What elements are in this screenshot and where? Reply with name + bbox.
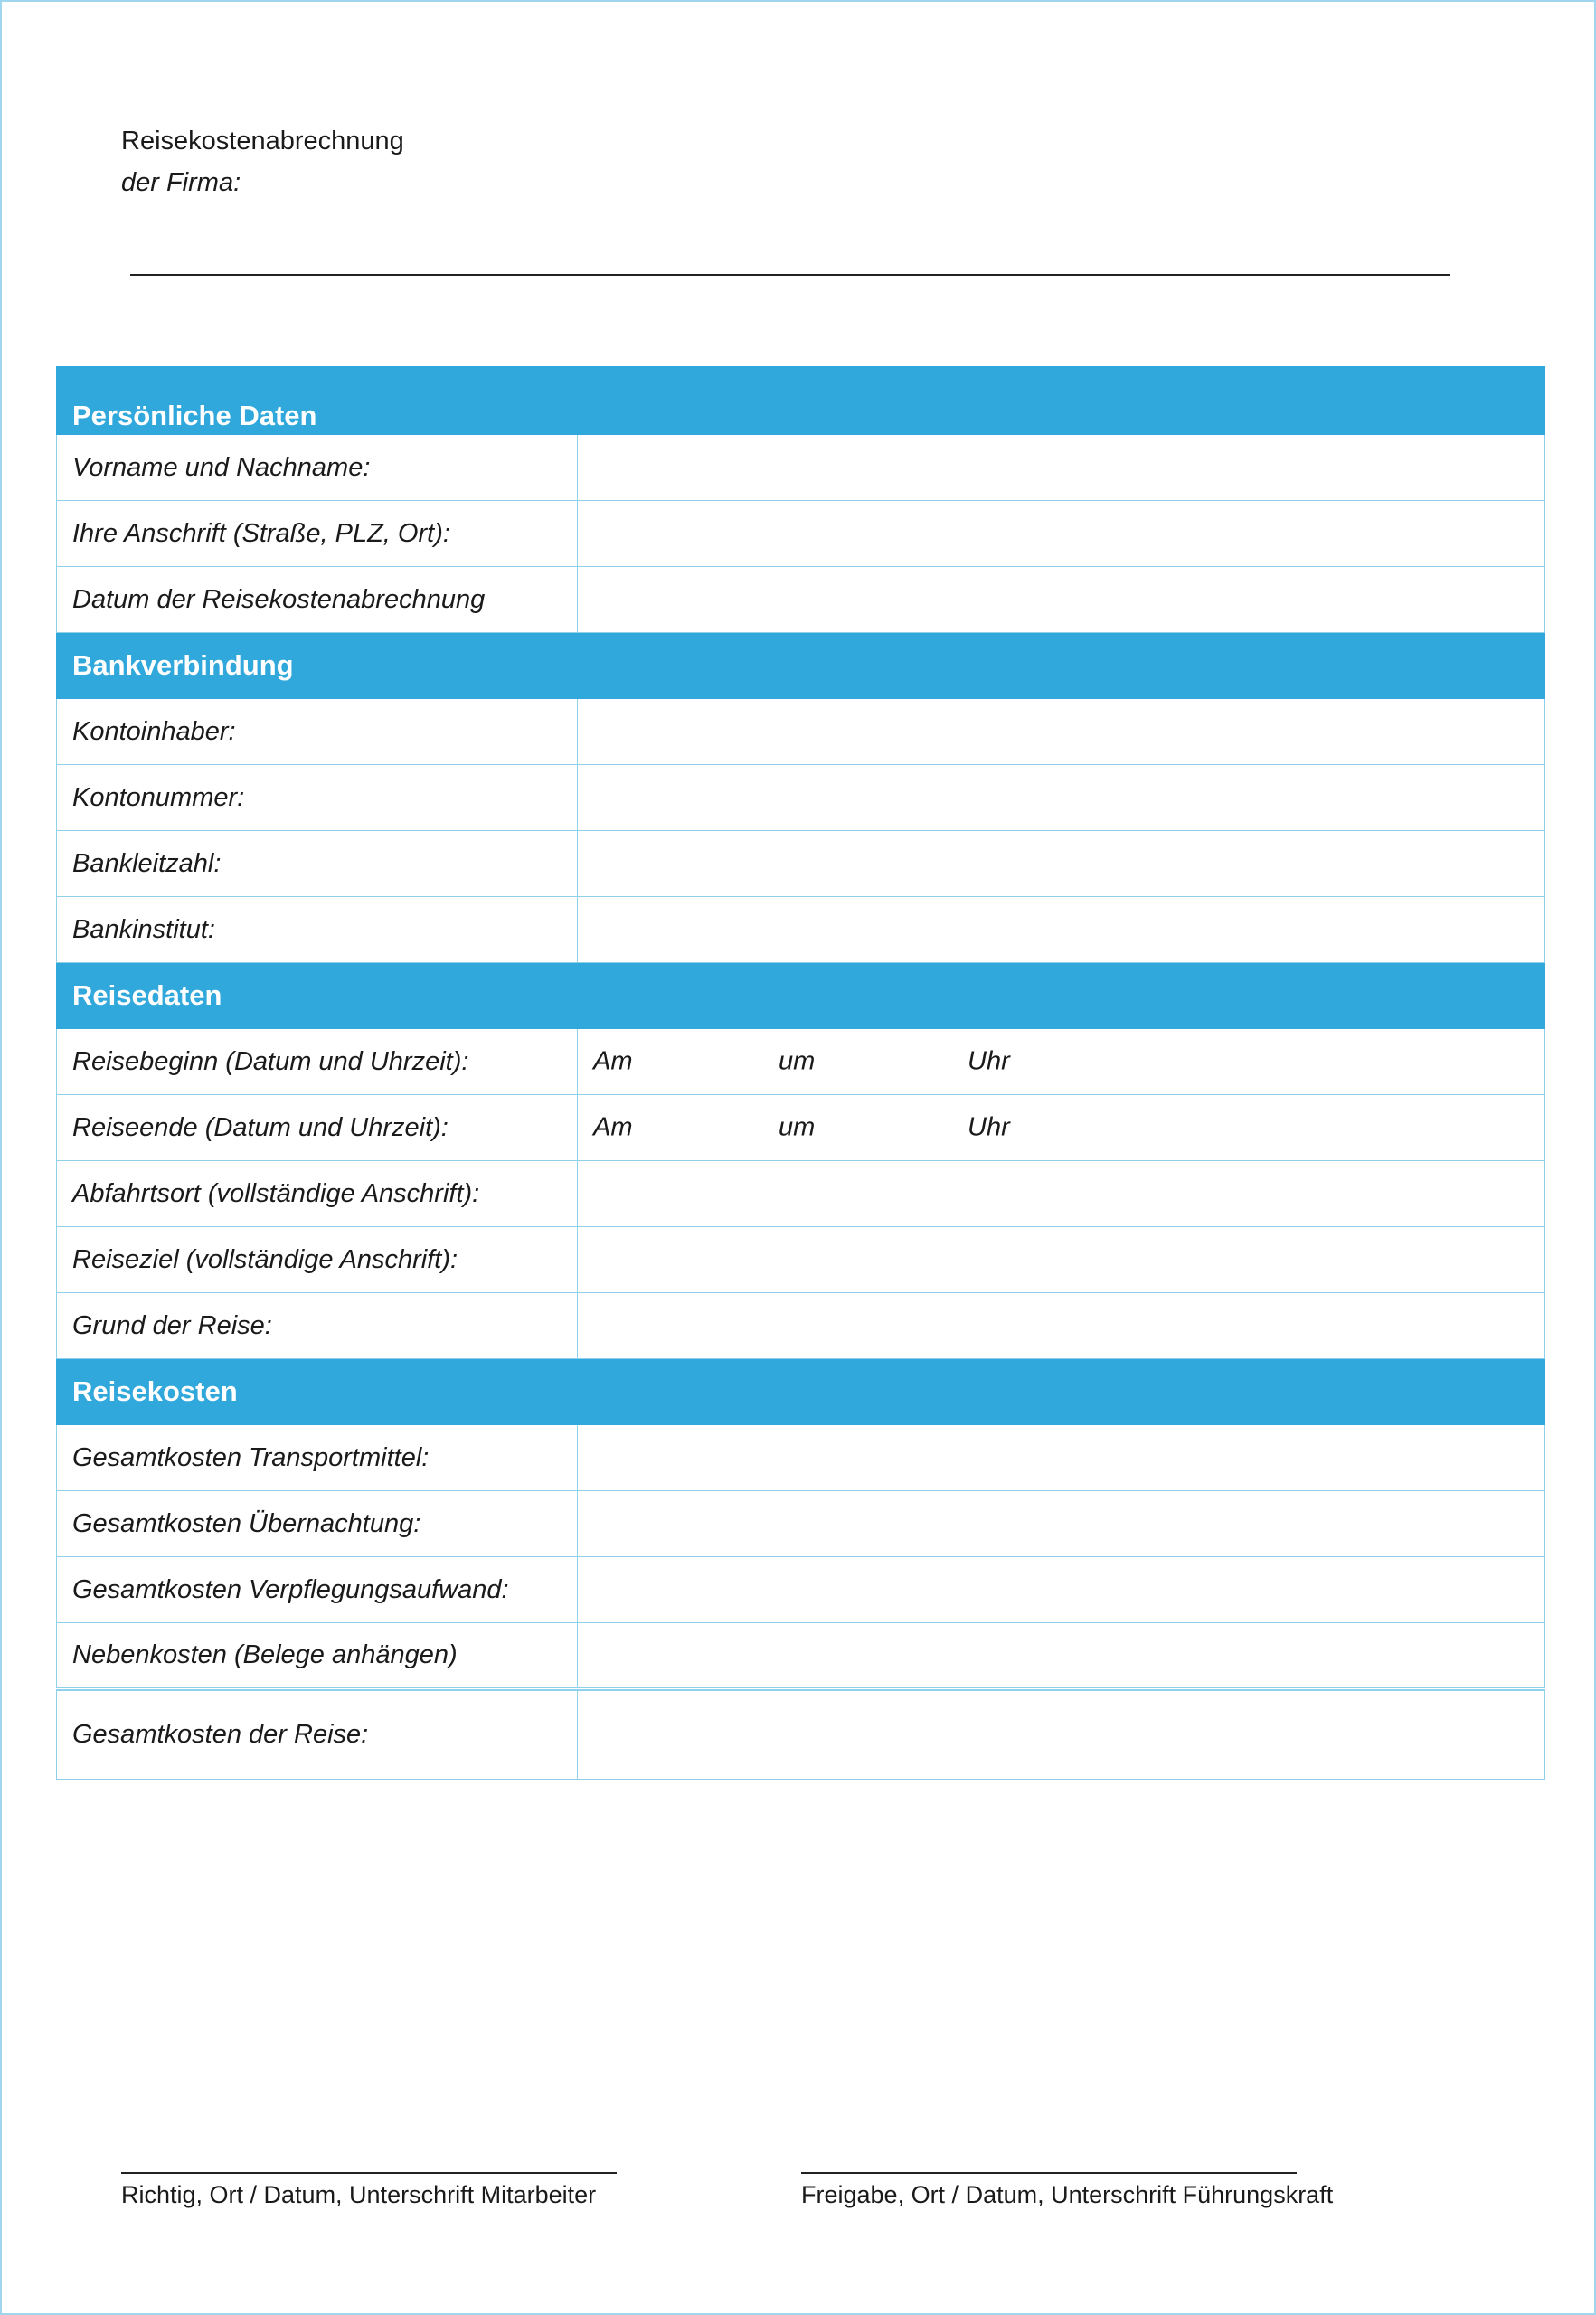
field-label-account-holder: Kontoinhaber: — [57, 699, 578, 765]
field-value-account-holder[interactable] — [578, 699, 1545, 765]
form-row — [57, 897, 1545, 963]
form-row — [57, 1491, 1545, 1557]
form-row — [57, 1029, 1545, 1095]
field-value-address[interactable] — [578, 501, 1545, 567]
field-label-account-number: Kontonummer: — [57, 765, 578, 831]
field-label-name: Vorname und Nachname: — [57, 435, 578, 501]
time-prefix: um — [779, 1046, 816, 1076]
time-suffix: Uhr — [968, 1112, 1010, 1142]
field-value-bank-name[interactable] — [578, 897, 1545, 963]
manager-signature-label: Freigabe, Ort / Datum, Unterschrift Führungskraft — [801, 2181, 1334, 2208]
section-header-costs — [57, 1359, 1545, 1425]
field-label-transport-costs: Gesamtkosten Transportmittel: — [57, 1425, 578, 1491]
date-prefix: Am — [593, 1112, 633, 1142]
field-value-incidental-costs[interactable] — [578, 1623, 1545, 1689]
section-header-personal — [57, 367, 1545, 435]
field-label-address: Ihre Anschrift (Straße, PLZ, Ort): — [57, 501, 578, 567]
field-label-meal-costs: Gesamtkosten Verpflegungsaufwand: — [57, 1557, 578, 1623]
form-row — [57, 1161, 1545, 1227]
field-label-trip-end: Reiseende (Datum und Uhrzeit): — [57, 1095, 578, 1161]
form-row — [57, 435, 1545, 501]
field-value-transport-costs[interactable] — [578, 1425, 1545, 1491]
form-row — [57, 699, 1545, 765]
form-row — [57, 1095, 1545, 1161]
form-row — [57, 1425, 1545, 1491]
total-row — [57, 1689, 1545, 1780]
form-row — [57, 567, 1545, 633]
section-header-bank — [57, 633, 1545, 699]
field-value-total-costs[interactable] — [578, 1689, 1545, 1780]
form-row — [57, 1227, 1545, 1293]
section-title: Persönliche Daten — [57, 367, 1545, 435]
time-prefix: um — [779, 1112, 816, 1142]
field-label-bank-code: Bankleitzahl: — [57, 831, 578, 897]
field-value-destination[interactable] — [578, 1227, 1545, 1293]
document-title: Reisekostenabrechnung — [121, 127, 404, 156]
form-row — [57, 1557, 1545, 1623]
field-value-name[interactable] — [578, 435, 1545, 501]
field-value-meal-costs[interactable] — [578, 1557, 1545, 1623]
field-label-departure: Abfahrtsort (vollständige Anschrift): — [57, 1161, 578, 1227]
field-value-trip-end[interactable] — [578, 1095, 1545, 1161]
section-title: Reisekosten — [57, 1359, 1545, 1425]
field-label-trip-start: Reisebeginn (Datum und Uhrzeit): — [57, 1029, 578, 1095]
company-label: der Firma: — [121, 168, 241, 197]
field-value-departure[interactable] — [578, 1161, 1545, 1227]
form-row — [57, 1623, 1545, 1689]
field-label-accommodation-costs: Gesamtkosten Übernachtung: — [57, 1491, 578, 1557]
field-label-report-date: Datum der Reisekostenabrechnung — [57, 567, 578, 633]
field-label-destination: Reiseziel (vollständige Anschrift): — [57, 1227, 578, 1293]
time-suffix: Uhr — [968, 1046, 1010, 1076]
field-value-trip-start[interactable] — [578, 1029, 1545, 1095]
field-value-bank-code[interactable] — [578, 831, 1545, 897]
field-label-bank-name: Bankinstitut: — [57, 897, 578, 963]
field-value-report-date[interactable] — [578, 567, 1545, 633]
section-title: Bankverbindung — [57, 633, 1545, 699]
manager-signature-line[interactable] — [801, 2172, 1297, 2174]
section-title: Reisedaten — [57, 963, 1545, 1029]
expense-form-table — [56, 366, 1545, 1780]
field-label-incidental-costs: Nebenkosten (Belege anhängen) — [57, 1623, 578, 1689]
form-row — [57, 765, 1545, 831]
employee-signature-label: Richtig, Ort / Datum, Unterschrift Mitarbeiter — [121, 2181, 597, 2208]
field-label-trip-reason: Grund der Reise: — [57, 1293, 578, 1359]
employee-signature-line[interactable] — [121, 2172, 617, 2174]
form-row — [57, 501, 1545, 567]
form-row — [57, 1293, 1545, 1359]
date-prefix: Am — [593, 1046, 633, 1076]
section-header-trip — [57, 963, 1545, 1029]
form-row — [57, 831, 1545, 897]
field-value-account-number[interactable] — [578, 765, 1545, 831]
field-value-accommodation-costs[interactable] — [578, 1491, 1545, 1557]
field-value-trip-reason[interactable] — [578, 1293, 1545, 1359]
company-name-line[interactable] — [130, 274, 1450, 276]
field-label-total-costs: Gesamtkosten der Reise: — [57, 1689, 578, 1780]
